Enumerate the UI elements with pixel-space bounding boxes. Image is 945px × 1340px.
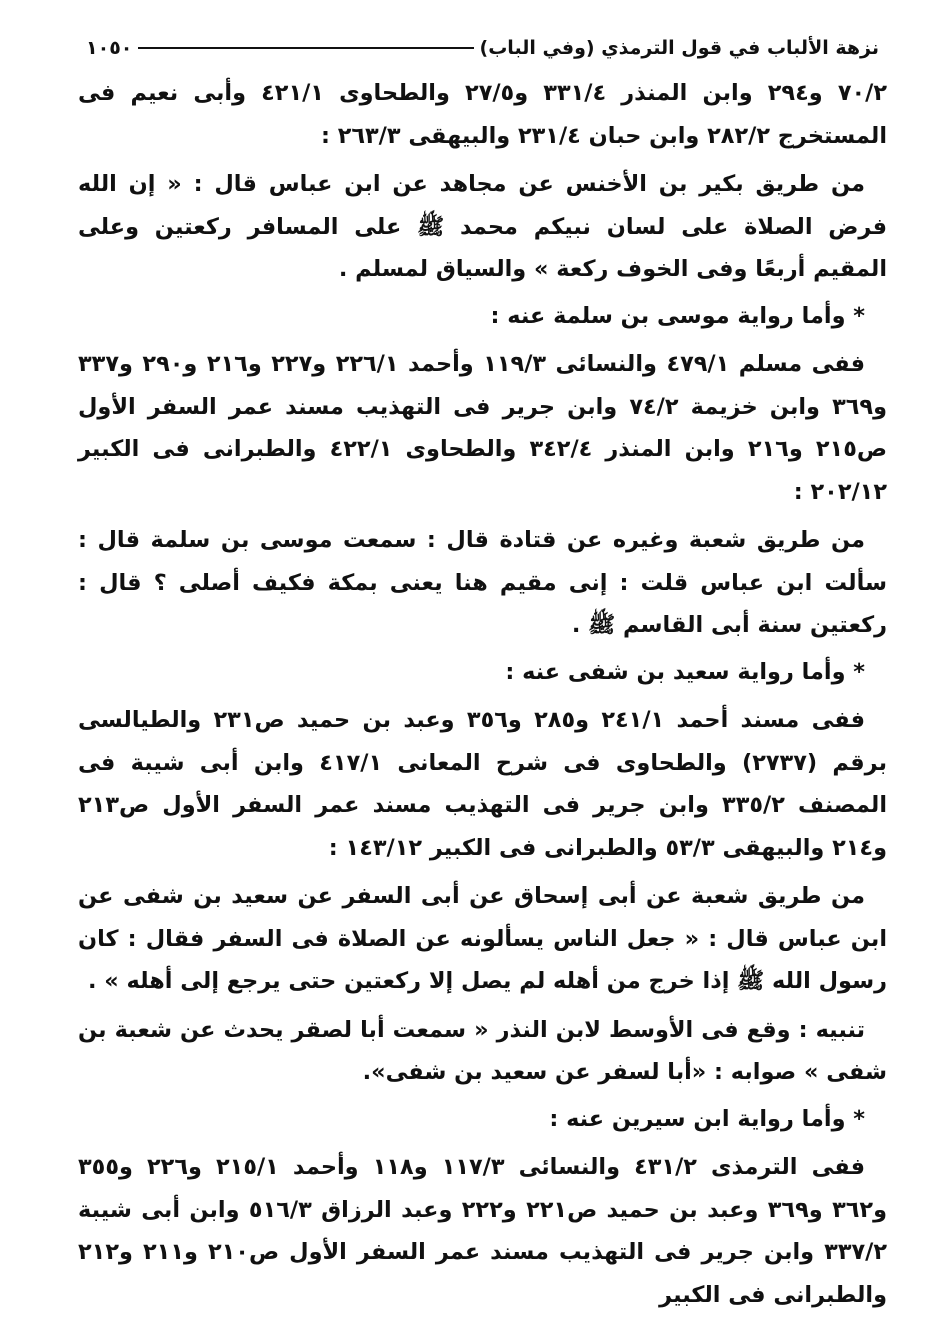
citation-paragraph: ففى مسلم ٤٧٩/١ والنسائى ١١٩/٣ وأحمد ٢٢٦/١ و٢٢٧ و٢١٦ و٢٩٠ و٣٣٧ و٣٦٩ وابن خزيمة ٧٤/٢ وابن جرير فى التهذيب مسند عمر السفر الأول ص٢١٥ و٢١٦ وابن المنذر ٣٤٢/٤ والطحاوى ٤٢٢/١ والطبرانى فى الكبير ٢٠٢/١٢ : — [78, 351, 887, 505]
note-text: وقع فى الأوسط لابن النذر « سمعت أبا لصقر يحدث عن شعبة بن شفى » صوابه : «أبا لسفر عن سعيد بن شفى». — [78, 1016, 887, 1085]
page-number: ١٠٥٠ — [86, 36, 133, 59]
hadith-paragraph: من طريق شعبة عن أبى إسحاق عن أبى السفر عن سعيد بن شفى عن ابن عباس قال : « جعل الناس يسألونه عن الصلاة فى السفر فقال : كان رسول الله ﷺ إذا خرج من أهله لم يصل إلا ركعتين حتى يرجع إلى أهله » . — [78, 883, 887, 994]
section-heading-musa: * وأما رواية موسى بن سلمة عنه : — [490, 302, 865, 329]
page-body — [78, 72, 887, 1316]
book-title: نزهة الألباب في قول الترمذي (وفي الباب) — [479, 36, 879, 59]
section-heading-sirin: * وأما رواية ابن سيرين عنه : — [549, 1105, 865, 1132]
note-paragraph — [78, 1009, 887, 1094]
hadith-paragraph: من طريق شعبة وغيره عن قتادة قال : سمعت موسى بن سلمة قال : سألت ابن عباس قلت : إنى مقيم هنا يعنى بمكة فكيف أصلى ؟ قال : ركعتين سنة أبى القاسم ﷺ . — [78, 527, 887, 638]
citation-paragraph: ٧٠/٢ و٢٩٤ وابن المنذر ٣٣١/٤ و٢٧/٥ والطحاوى ٤٢١/١ وأبى نعيم فى المستخرج ٢٨٢/٢ وابن حبان ٢٣١/٤ والبيهقى ٢٦٣/٣ : — [78, 80, 888, 149]
note-label: تنبيه : — [798, 1016, 866, 1043]
citation-paragraph: ففى مسند أحمد ٢٤١/١ و٢٨٥ و٣٥٦ وعبد بن حميد ص٢٣١ والطيالسى برقم (٢٧٣٧) والطحاوى فى شرح المعانى ٤١٧/١ وابن أبى شيبة فى المصنف ٣٣٥/٢ وابن جرير فى التهذيب مسند عمر السفر الأول ص٢١٣ و٢١٤ والبيهقى ٥٣/٣ والطبرانى فى الكبير ١٤٣/١٢ : — [78, 707, 887, 861]
header-rule — [138, 47, 473, 49]
running-header — [78, 30, 887, 66]
citation-paragraph: ففى الترمذى ٤٣١/٢ والنسائى ١١٧/٣ و١١٨ وأحمد ٢١٥/١ و٢٢٦ و٣٥٥ و٣٦٢ و٣٦٩ وعبد بن حميد ص٢٢١ و٢٢٢ وعبد الرزاق ٥١٦/٣ وابن أبى شيبة ٣٣٧/٢ وابن جرير فى التهذيب مسند عمر السفر الأول ص٢١٠ و٢١١ و٢١٢ والطبرانى فى الكبير — [78, 1154, 887, 1308]
section-heading-said: * وأما رواية سعيد بن شفى عنه : — [505, 658, 865, 685]
hadith-paragraph: من طريق بكير بن الأخنس عن مجاهد عن ابن عباس قال : « إن الله فرض الصلاة على لسان نبيكم محمد ﷺ على المسافر ركعتين وعلى المقيم أربعًا وفى الخوف ركعة » والسياق لمسلم . — [78, 171, 887, 282]
